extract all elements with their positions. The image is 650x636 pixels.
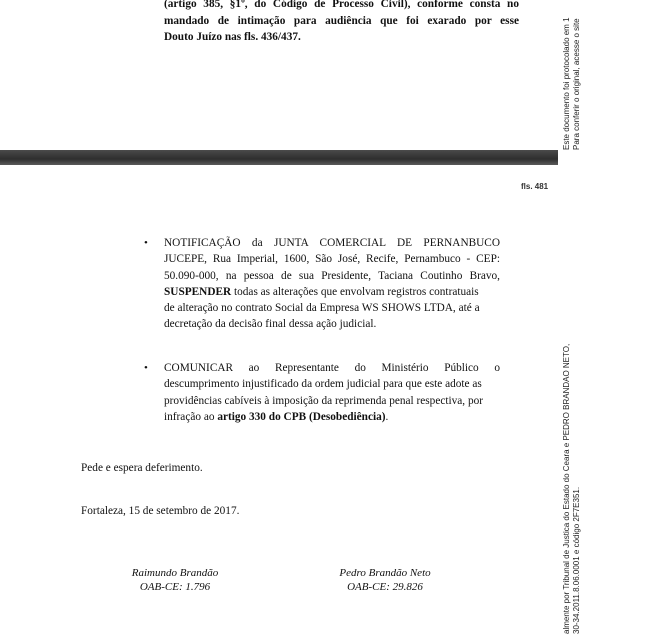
bullet-line: todas as alterações que envolvam registros contratuais: [234, 285, 479, 298]
bullet-line: 50.090-000, na pessoa de sua Presidente, Taciana Coutinho Bravo,: [164, 269, 500, 282]
bullet-line: decretação da decisão final dessa ação judicial.: [164, 318, 377, 331]
bullet-notificacao: [144, 235, 500, 333]
closing-text: Pede e espera deferimento.: [81, 462, 203, 474]
bullet-line-mixed: [164, 409, 500, 425]
signature-name: Pedro Brandão Neto: [339, 567, 431, 579]
page-number: fls. 481: [521, 182, 549, 191]
bullet-icon: •: [144, 362, 148, 374]
signature-oab: OAB-CE: 1.796: [139, 581, 211, 593]
bullet-comunicar: [144, 360, 500, 425]
stamp-line: 30-34.2011.8.06.0001 e código 2F7E351.: [572, 486, 581, 634]
side-stamp-top: [562, 0, 582, 150]
top-line: mandado de intimação para audiência que foi exarado por esse: [164, 14, 519, 27]
bullet-line: de alteração no contrato Social da Empresa WS SHOWS LTDA, até a: [164, 302, 480, 315]
page-divider: [0, 150, 558, 165]
bold-citation: artigo 330 do CPB (Desobediência): [217, 410, 386, 423]
top-line: Douto Juízo nas fls. 436/437.: [164, 31, 301, 43]
top-paragraph: [164, 0, 519, 46]
top-line: (artigo 385, §1º, do Código de Processo Civil), conforme consta no: [164, 0, 519, 10]
bullet-line: providências cabíveis à imposição da reprimenda penal respectiva, por: [164, 394, 484, 407]
bullet-line: NOTIFICAÇÃO da JUNTA COMERCIAL DE PERNANBUCO: [164, 237, 500, 249]
bullet-line: JUCEPE, Rua Imperial, 1600, São José, Recife, Pernambuco - CEP:: [164, 253, 500, 266]
bullet-line-mixed: [164, 284, 500, 300]
lower-page: [0, 165, 558, 634]
stamp-line: Este documento foi protocolado em 1: [562, 17, 571, 150]
stamp-line: almente por Tribunal de Justica do Estado do Ceara e PEDRO BRANDAO NETO,: [562, 343, 571, 634]
upper-page: [0, 0, 558, 150]
stamp-line: Para conferir o original, acesse o site: [572, 18, 581, 150]
place-date: Fortaleza, 15 de setembro de 2017.: [81, 505, 240, 517]
bold-word: SUSPENDER: [164, 285, 232, 298]
cutoff-text-line: [80, 628, 410, 636]
bullet-line-end: .: [385, 410, 389, 423]
bullet-icon: •: [144, 237, 148, 249]
signature-name: Raimundo Brandão: [131, 567, 219, 579]
side-stamp-bottom: [562, 296, 582, 634]
signature-oab: OAB-CE: 29.826: [347, 581, 423, 593]
bullet-line: COMUNICAR ao Representante do Ministério Público o: [164, 362, 500, 374]
bullet-line: infração ao: [164, 410, 215, 423]
signature-block: [320, 566, 450, 594]
signature-block: [110, 566, 240, 594]
bullet-line: descumprimento injustificado da ordem judicial para que este adote as: [164, 378, 482, 391]
